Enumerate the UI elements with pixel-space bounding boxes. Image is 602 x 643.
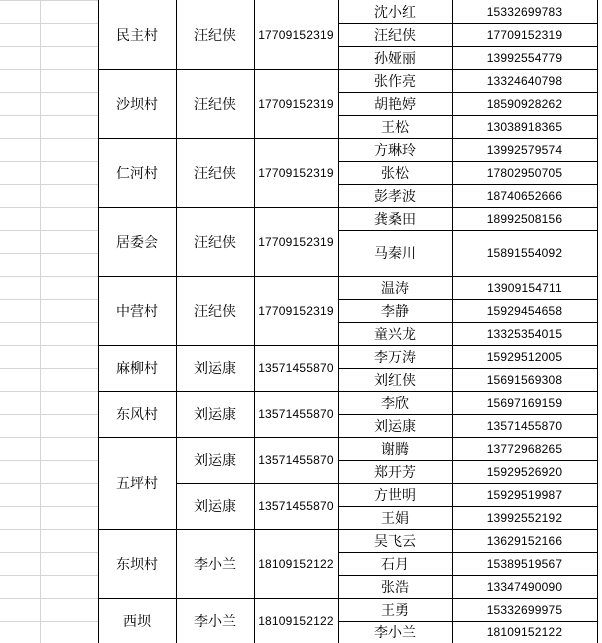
member-phone: 13571455870 [486,418,563,433]
row-divider [338,368,598,369]
village-name: 东风村 [116,407,158,423]
member-name: 吴飞云 [374,533,416,550]
leader-name: 汪纪侠 [194,27,236,44]
sheet-gridline [0,460,98,461]
member-name: 张松 [381,165,409,182]
member-phone: 13909154711 [487,280,562,295]
sheet-gridline [0,69,98,70]
sheet-gridline [0,253,98,254]
sheet-gridline [0,276,98,277]
sheet-gridline [0,161,98,162]
village-name: 民主村 [116,27,158,44]
group-divider [98,345,598,346]
village-name: 居委会 [116,234,158,251]
member-name: 李万涛 [374,349,416,366]
member-phone: 13325354015 [486,326,563,341]
column-border [254,0,255,643]
member-phone: 18992508156 [486,211,563,226]
group-divider [98,437,598,438]
member-phone: 13992552192 [486,510,563,525]
leader-name: 刘运康 [194,407,236,423]
member-name: 李欣 [381,395,409,412]
village-name: 东坝村 [116,556,158,573]
member-name: 沈小红 [374,4,416,21]
row-divider [338,230,598,231]
member-phone: 18740652666 [486,188,563,203]
member-name: 王松 [381,119,409,136]
member-phone: 15389519567 [486,556,563,571]
member-phone: 15891554092 [486,246,563,260]
leader-phone: 13571455870 [258,407,334,421]
member-phone: 15929454658 [486,303,563,318]
leader-phone: 13571455870 [258,499,334,513]
sheet-gridline [0,391,98,392]
member-name: 王娟 [381,510,409,527]
leader-name: 刘运康 [194,453,236,469]
member-name: 王勇 [381,602,409,619]
sheet-gridline [0,0,98,1]
column-border [98,0,99,643]
leader-name: 汪纪侠 [194,234,236,251]
leader-name: 刘运康 [194,361,236,377]
member-name: 胡艳婷 [374,96,416,113]
sheet-gridline [0,529,98,530]
row-divider [338,299,598,300]
village-name: 西坝 [123,613,151,630]
column-border [597,0,598,643]
member-phone: 15332699783 [486,4,563,19]
member-name: 汪纪侠 [374,27,416,44]
member-phone: 13772968265 [486,441,563,456]
member-phone: 15929512005 [486,349,563,364]
sheet-gridline [0,138,98,139]
sheet-gridline [0,506,98,507]
member-phone: 18590928262 [486,96,563,111]
sheet-gridline [0,115,98,116]
row-divider [338,460,598,461]
village-name: 麻柳村 [116,361,158,377]
column-border [338,0,339,643]
group-divider [98,69,598,70]
member-name: 张作亮 [374,73,416,90]
row-divider [338,92,598,93]
leader-phone: 18109152122 [258,613,334,628]
member-name: 方琳玲 [374,142,416,159]
sheet-gridline [0,299,98,300]
sheet-gridline [40,0,41,643]
member-phone: 13992579574 [486,142,563,157]
group-divider [98,598,598,599]
member-name: 李小兰 [374,625,416,641]
member-name: 孙娅丽 [374,50,416,67]
village-name: 中营村 [116,303,158,320]
member-name: 马秦川 [374,246,416,262]
member-name: 彭孝波 [374,188,416,205]
sheet-gridline [0,345,98,346]
member-phone: 13038918365 [486,119,563,134]
leader-name: 汪纪侠 [194,303,236,320]
member-phone: 15691569308 [486,372,563,387]
village-name: 仁河村 [116,165,158,182]
column-border [452,0,453,643]
row-divider [338,322,598,323]
sheet-gridline [0,621,98,622]
leader-name: 刘运康 [194,499,236,515]
row-divider [338,184,598,185]
sheet-gridline [0,322,98,323]
member-phone: 13992554779 [486,50,563,65]
sheet-gridline [0,184,98,185]
sheet-gridline [0,483,98,484]
member-phone: 13324640798 [486,73,563,88]
sheet-gridline [0,368,98,369]
member-name: 刘红侠 [374,372,416,389]
leader-phone: 17709152319 [258,303,334,318]
leader-phone: 13571455870 [258,361,334,375]
group-divider [98,391,598,392]
sheet-gridline [0,575,98,576]
member-phone: 13347490090 [486,579,563,594]
member-phone: 15332699975 [486,602,563,617]
row-divider [338,552,598,553]
member-phone: 18109152122 [486,625,563,639]
member-name: 龚桑田 [374,211,416,228]
village-name: 五坪村 [116,476,158,492]
row-divider [338,23,598,24]
member-phone: 17802950705 [486,165,563,180]
member-name: 李静 [381,303,409,320]
leader-phone: 17709152319 [258,96,334,111]
column-border [176,0,177,643]
sheet-gridline [0,207,98,208]
row-divider [338,506,598,507]
member-phone: 15929526920 [486,464,563,479]
member-name: 刘运康 [374,418,416,435]
member-name: 石月 [381,556,409,573]
member-phone: 15697169159 [486,395,563,410]
member-name: 谢腾 [381,441,409,458]
member-phone: 15929519987 [486,487,563,502]
sheet-gridline [0,598,98,599]
group-divider [98,276,598,277]
block-divider [176,483,598,484]
row-divider [338,46,598,47]
member-name: 郑开芳 [374,464,416,481]
row-divider [338,115,598,116]
member-name: 温涛 [381,280,409,297]
member-name: 张浩 [381,579,409,596]
leader-phone: 13571455870 [258,453,334,467]
group-divider [98,529,598,530]
row-divider [338,161,598,162]
leader-name: 李小兰 [194,556,236,573]
member-phone: 13629152166 [486,533,563,548]
member-name: 方世明 [374,487,416,504]
leader-phone: 17709152319 [258,27,334,42]
leader-name: 李小兰 [194,613,236,630]
sheet-gridline [0,92,98,93]
sheet-gridline [0,46,98,47]
leader-name: 汪纪侠 [194,165,236,182]
member-name: 童兴龙 [374,326,416,343]
sheet-gridline [0,23,98,24]
sheet-gridline [0,230,98,231]
member-phone: 17709152319 [486,27,563,42]
sheet-gridline [0,437,98,438]
row-divider [338,575,598,576]
row-divider [338,414,598,415]
sheet-gridline [0,552,98,553]
leader-phone: 17709152319 [258,165,334,180]
row-divider [338,621,598,622]
leader-phone: 17709152319 [258,234,334,249]
leader-phone: 18109152122 [258,556,334,571]
sheet-gridline [0,414,98,415]
group-divider [98,138,598,139]
village-name: 沙坝村 [116,96,158,113]
group-divider [98,207,598,208]
leader-name: 汪纪侠 [194,96,236,113]
